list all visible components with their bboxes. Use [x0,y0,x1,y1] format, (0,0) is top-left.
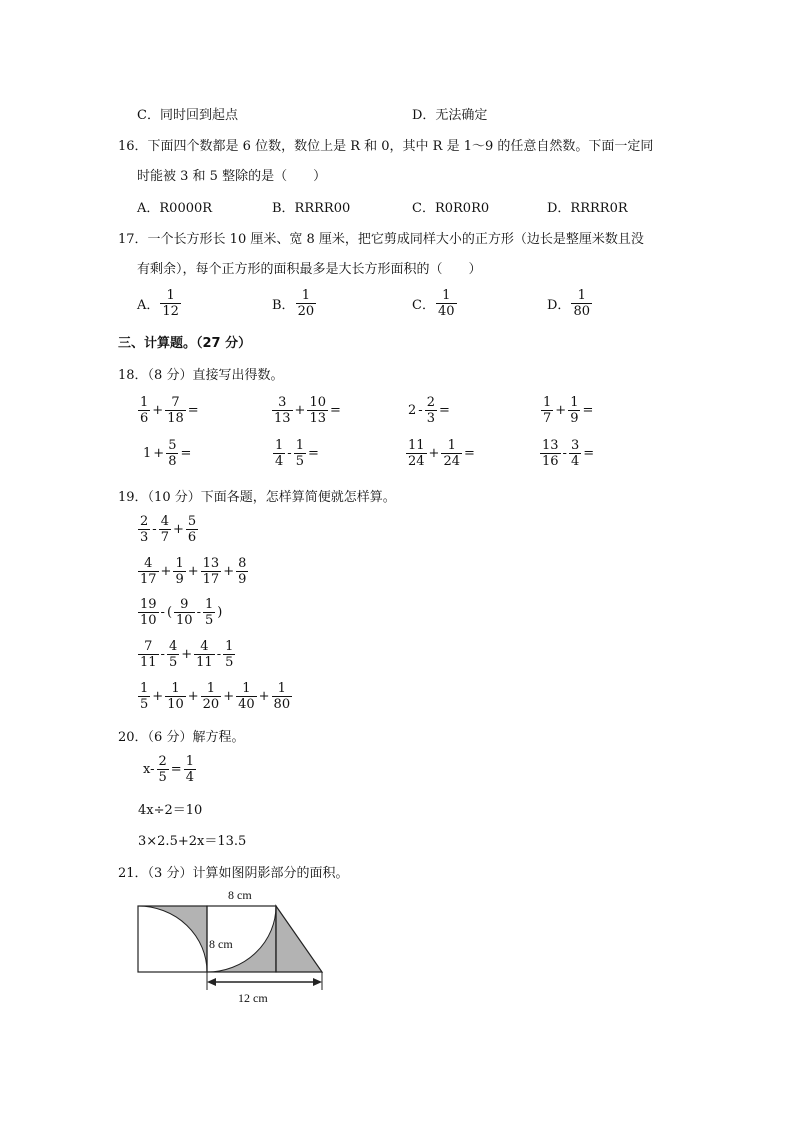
q17-stem-line2: 有剩余），每个正方形的面积最多是大长方形面积的（ ） [137,262,482,277]
q17-option-a [137,288,182,319]
q19-title: 19．（10 分）下面各题，怎样算简便就怎样算。 [118,490,396,505]
q18-expr-g: $\frac{11}{24}$ + $\frac{1}{24}$ = [408,438,475,469]
q18-expr-b: $\frac{3}{13}$ + $\frac{10}{13}$ = [274,395,341,426]
q21-figure [130,880,330,1010]
q19-expr-4: $\frac{7}{11}$ - $\frac{4}{5}$ + $\frac{4}{11}$ - $\frac{1}{5}$ [140,639,234,670]
q18-title: 18．（8 分）直接写出得数。 [118,368,284,383]
q16-stem-line1: 16．下面四个数都是 6 位数，数位上是 R 和 0，其中 R 是 1～9 的任意自然数。下面一定同 [118,139,654,154]
q17-option-d [547,288,593,319]
q19-expr-1: $\frac{2}{3}$ - $\frac{4}{7}$ + $\frac{5}{6}$ [140,514,197,545]
shaded-left-quarter [138,906,207,972]
fraction: $\frac{1}{80}$ [573,288,590,319]
q20-equation-1: x- $\frac{2}{5}$ = $\frac{1}{4}$ [143,754,194,785]
q20-equation-2: 4x÷2＝10 [138,803,203,818]
q21-title: 21．（3 分）计算如图阴影部分的面积。 [118,866,349,881]
fraction: $\frac{1}{40}$ [437,288,455,319]
q17-stem-line1: 17．一个长方形长 10 厘米、宽 8 厘米，把它剪成同样大小的正方形（边长是整厘米数且没 [118,232,644,247]
section-3-heading: 三、计算题。（27 分） [118,336,252,351]
q19-expr-2: $\frac{4}{17}$ + $\frac{1}{9}$ + $\frac{13}{17}$ + $\frac{8}{9}$ [140,556,247,587]
q17-option-c [412,288,458,319]
label-top: 8 cm [228,888,252,902]
option-label: B． [272,298,295,313]
option-label: C． [412,298,435,313]
q19-expr-5: $\frac{1}{5}$ + $\frac{1}{10}$ + $\frac{1}{20}$ + $\frac{1}{40}$ + $\frac{1}{80}$ [140,681,291,712]
option-label: D． [547,298,571,313]
q16-option-b: B．RRRR00 [272,201,351,216]
q16-option-a: A．R0000R [137,201,213,216]
q18-expr-e: 1 + $\frac{5}{8}$ = [143,438,192,469]
q18-expr-f: $\frac{1}{4}$ - $\frac{1}{5}$ = [275,438,319,469]
shaded-triangle [276,906,322,972]
q18-expr-c: 2 - $\frac{2}{3}$ = [408,395,450,426]
q16-option-d: D．RRRR0R [547,201,628,216]
q15-option-c: C．同时回到起点 [137,108,238,123]
q19-expr-3: $\frac{19}{10}$ - ( $\frac{9}{10}$ - $\frac{1}{5}$ ) [140,597,223,628]
fraction: $\frac{1}{12}$ [162,288,179,319]
q18-expr-a: $\frac{1}{6}$ + $\frac{7}{18}$ = [140,395,199,426]
q18-expr-d: $\frac{1}{7}$ + $\frac{1}{9}$ = [543,395,594,426]
label-bottom: 12 cm [238,991,268,1005]
label-side: 8 cm [209,937,233,951]
option-label: A． [137,298,160,313]
fraction: $\frac{1}{20}$ [297,288,315,319]
q16-option-c: C．R0R0R0 [412,201,490,216]
q15-option-d: D．无法确定 [412,108,488,123]
q17-option-b [272,288,317,319]
q20-title: 20．（6 分）解方程。 [118,730,245,745]
q20-equation-3: 3×2.5+2x＝13.5 [138,834,247,849]
q16-stem-line2: 时能被 3 和 5 整除的是（ ） [137,169,327,184]
q18-expr-h: $\frac{13}{16}$ - $\frac{3}{4}$ = [542,438,595,469]
